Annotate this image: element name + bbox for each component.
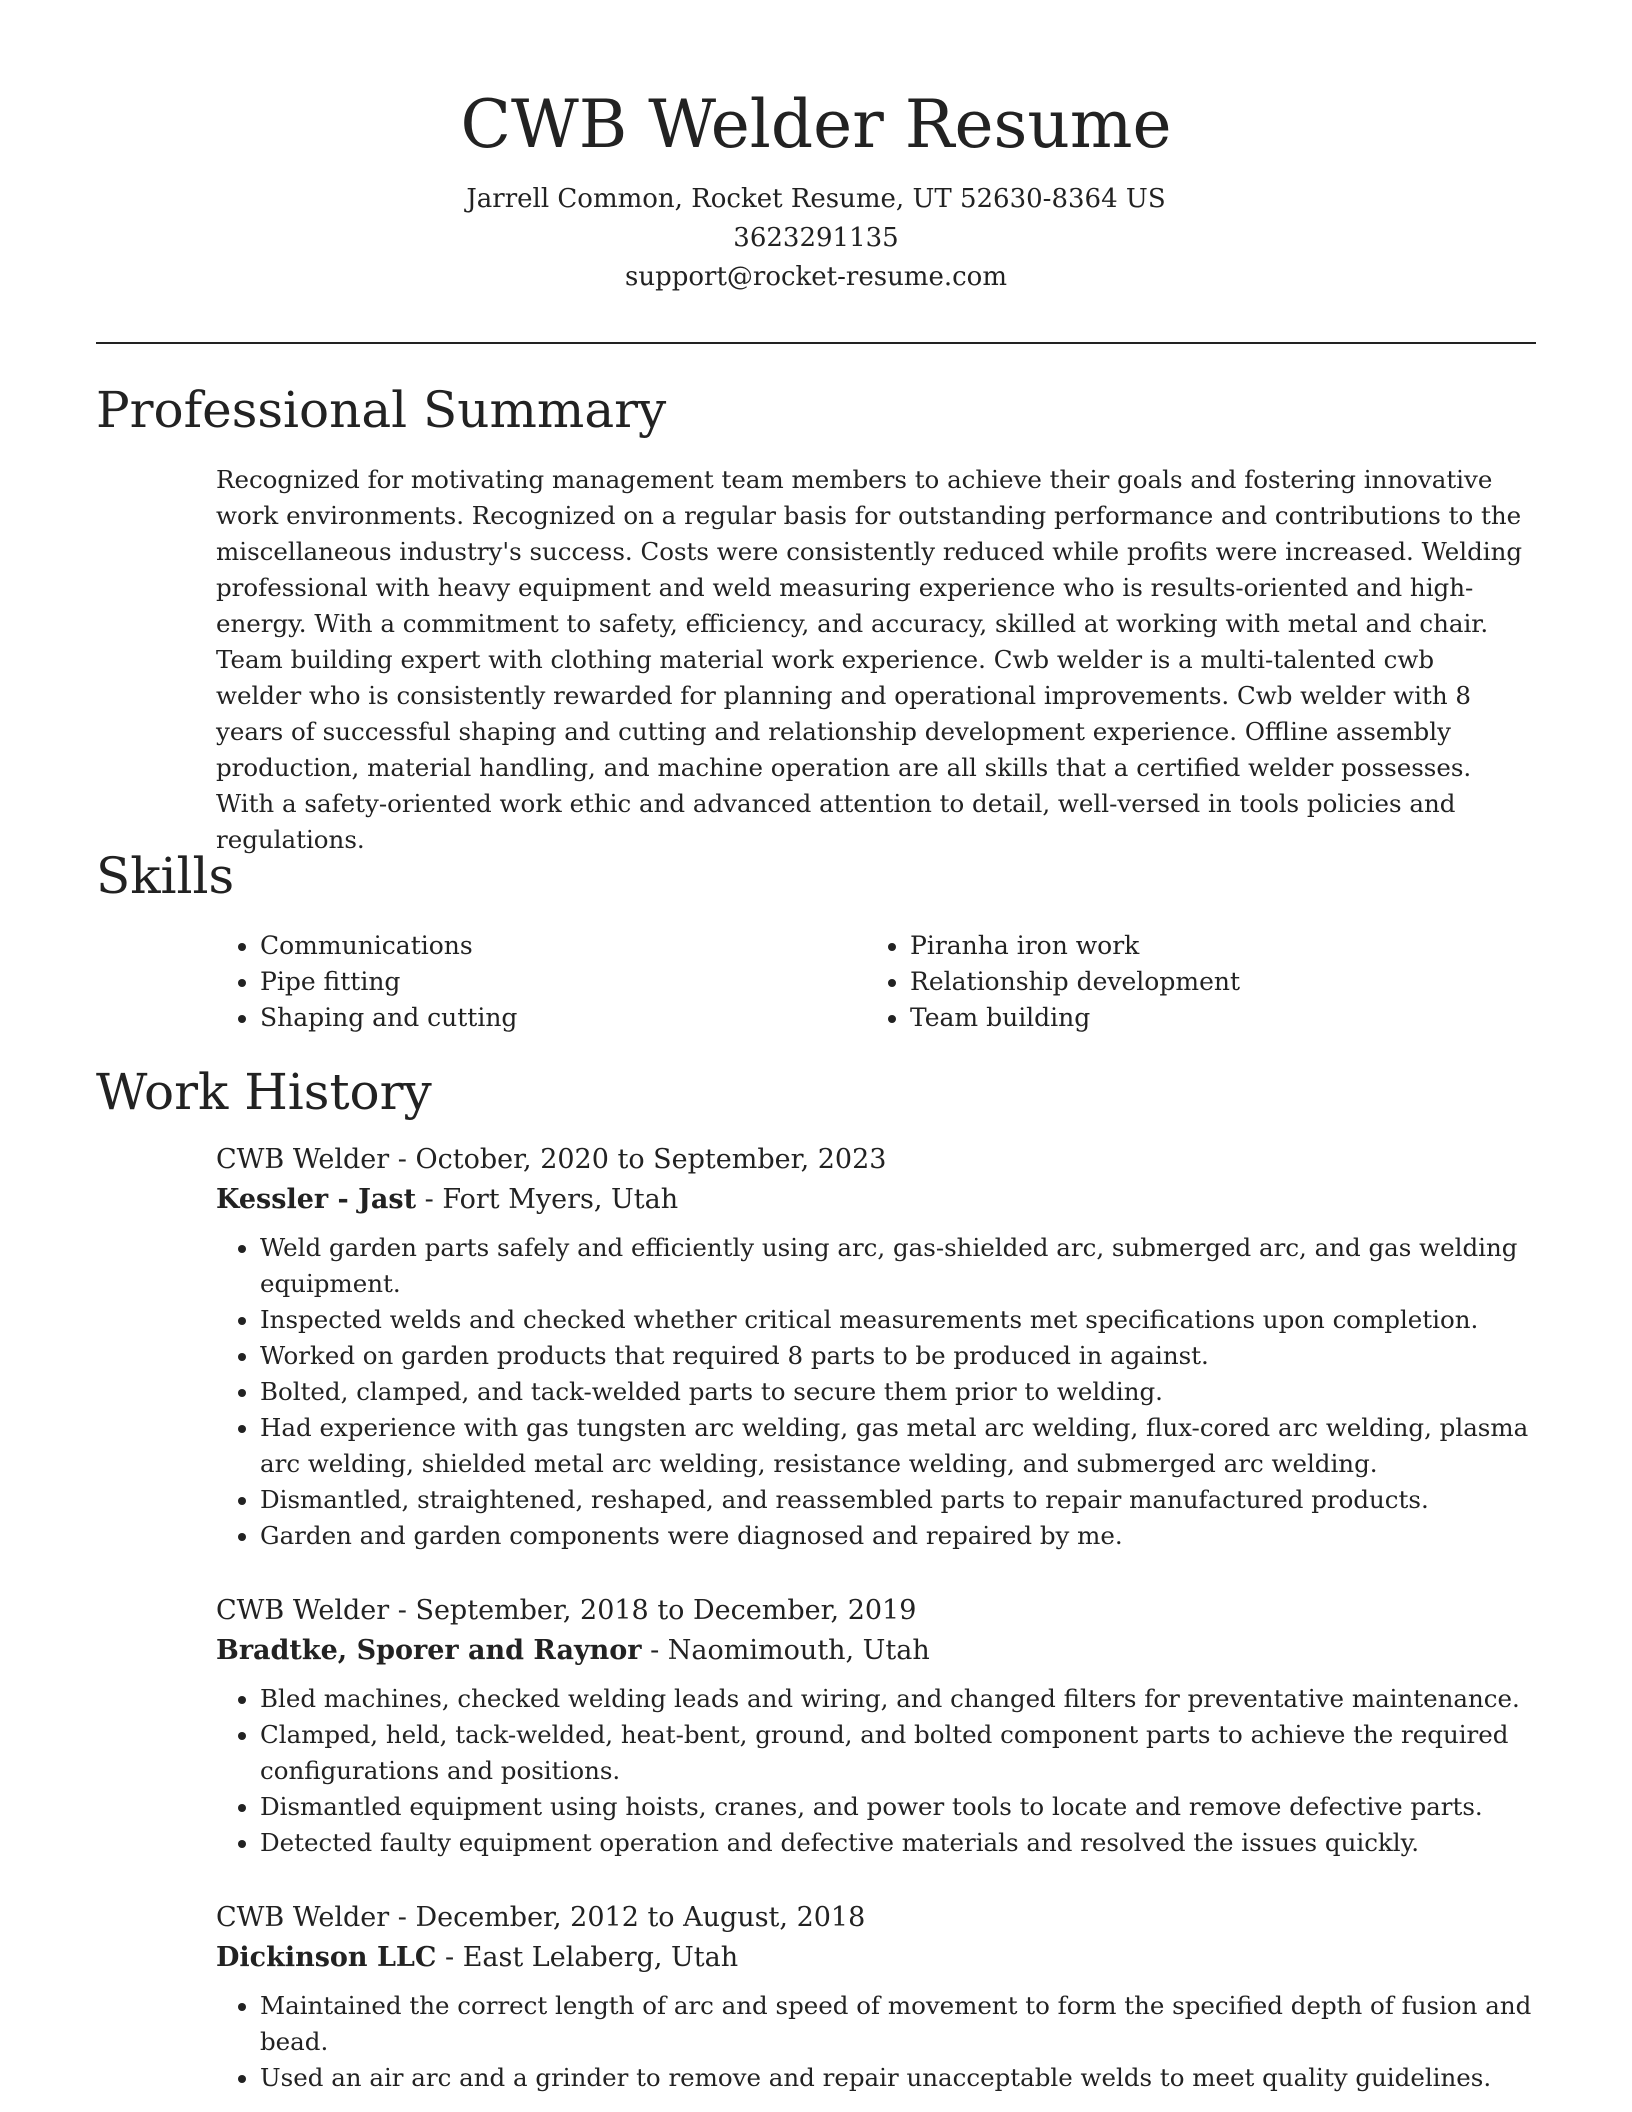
job-bullet: • Had experience with gas tungsten arc welding, gas metal arc welding, flux-cored arc welding, plasma arc welding, shielded metal arc welding, resistance welding, and submerged arc welding. (260, 1410, 1536, 1482)
job-title: CWB Welder (216, 1902, 390, 1933)
job-dates: - December, 2012 to August, 2018 (389, 1902, 866, 1933)
skill-item: • Relationship development (910, 964, 1516, 1000)
job-location: - Naomimouth, Utah (641, 1635, 930, 1666)
skills-heading: Skills (96, 847, 235, 905)
contact-info (0, 180, 1632, 297)
skill-item: • Team building (910, 1000, 1516, 1036)
job-bullet: • Dismantled, straightened, reshaped, and reassembled parts to repair manufactured products. (260, 1482, 1536, 1518)
job-bullet: • Garden and garden components were diagnosed and repaired by me. (260, 1518, 1536, 1554)
job-title-line (216, 1898, 1536, 1938)
contact-address: Jarrell Common, Rocket Resume, UT 52630-8364 US (466, 184, 1166, 214)
job-bullet: • Detected faulty equipment operation and defective materials and resolved the issues quickly. (260, 1825, 1536, 1861)
job-company: Dickinson LLC (216, 1942, 437, 1973)
job-bullet: • Used an air arc and a grinder to remove and repair unacceptable welds to meet quality guidelines. (260, 2060, 1536, 2096)
job-entry (216, 1140, 1536, 1554)
job-entry (216, 1898, 1536, 2096)
job-bullet: • Weld garden parts safely and efficiently using arc, gas-shielded arc, submerged arc, and gas welding equipment. (260, 1230, 1536, 1302)
skill-item: • Pipe fitting (260, 964, 866, 1000)
job-bullet: • Worked on garden products that required 8 parts to be produced in against. (260, 1338, 1536, 1374)
job-entry (216, 1591, 1536, 1861)
job-bullet: • Dismantled equipment using hoists, cranes, and power tools to locate and remove defective parts. (260, 1789, 1536, 1825)
resume-header (0, 80, 1632, 297)
job-bullets (216, 1230, 1536, 1554)
job-location: - Fort Myers, Utah (416, 1184, 679, 1215)
skills-list (216, 928, 1536, 1036)
job-company-line (216, 1180, 1536, 1220)
job-dates: - October, 2020 to September, 2023 (389, 1144, 887, 1175)
job-company: Bradtke, Sporer and Raynor (216, 1635, 642, 1666)
job-bullet: • Clamped, held, tack-welded, heat-bent, ground, and bolted component parts to achieve the required configurations and positions. (260, 1717, 1536, 1789)
skills-column-left (216, 928, 866, 1036)
job-bullet: • Inspected welds and checked whether critical measurements met specifications upon completion. (260, 1302, 1536, 1338)
job-bullet: • Maintained the correct length of arc and speed of movement to form the specified depth of fusion and bead. (260, 1988, 1536, 2060)
skill-item: • Piranha iron work (910, 928, 1516, 964)
job-dates: - September, 2018 to December, 2019 (389, 1595, 917, 1626)
job-title: CWB Welder (216, 1595, 390, 1626)
contact-phone: 3623291135 (733, 223, 899, 253)
job-company: Kessler - Jast (216, 1184, 417, 1215)
job-bullets (216, 1681, 1536, 1861)
skill-item: • Shaping and cutting (260, 1000, 866, 1036)
summary-heading: Professional Summary (96, 381, 667, 439)
header-divider (96, 342, 1536, 344)
skills-column-right (866, 928, 1516, 1036)
job-title: CWB Welder (216, 1144, 390, 1175)
skill-item: • Communications (260, 928, 866, 964)
job-location: - East Lelaberg, Utah (436, 1942, 739, 1973)
contact-email: support@rocket-resume.com (624, 262, 1007, 292)
job-title-line (216, 1140, 1536, 1180)
resume-title: CWB Welder Resume (460, 86, 1172, 163)
job-company-line (216, 1631, 1536, 1671)
job-title-line (216, 1591, 1536, 1631)
summary-text: Recognized for motivating management team members to achieve their goals and fostering innovative work environments. Recognized on a regular basis for outstanding performance and contributions to the miscellaneous industry's success. Costs were consistently reduced while profits were increased. Welding professional with heavy equipment and weld measuring experience who is results-oriented and high-energy. With a commitment to safety, efficiency, and accuracy, skilled at working with metal and chair. Team building expert with clothing material work experience. Cwb welder is a multi-talented cwb welder who is consistently rewarded for planning and operational improvements. Cwb welder with 8 years of successful shaping and cutting and relationship development experience. Offline assembly production, material handling, and machine operation are all skills that a certified welder possesses. With a safety-oriented work ethic and advanced attention to detail, well-versed in tools policies and regulations. (216, 465, 1523, 854)
job-bullets (216, 1988, 1536, 2096)
job-bullet: • Bled machines, checked welding leads and wiring, and changed filters for preventative maintenance. (260, 1681, 1536, 1717)
job-company-line (216, 1938, 1536, 1978)
job-bullet: • Bolted, clamped, and tack-welded parts to secure them prior to welding. (260, 1374, 1536, 1410)
work-history-heading: Work History (96, 1063, 432, 1121)
